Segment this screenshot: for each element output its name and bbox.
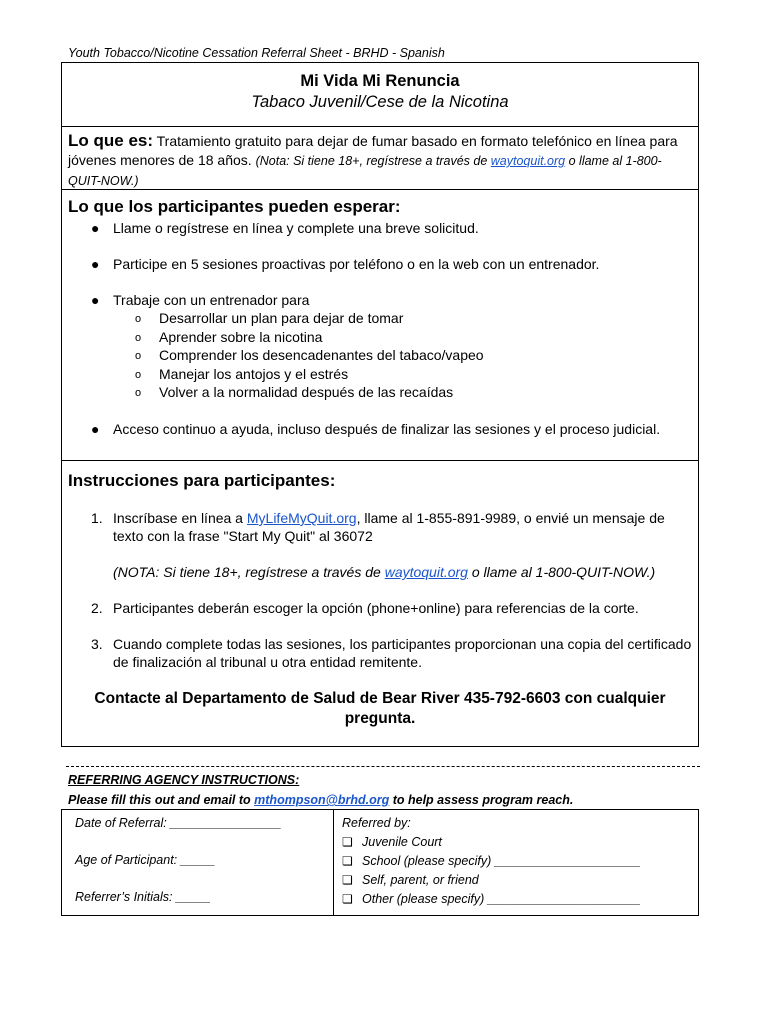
option-other[interactable] xyxy=(342,890,690,909)
note-suffix: o llame al 1-800-QUIT-NOW.) xyxy=(68,154,662,188)
option-label: Self, parent, or friend xyxy=(362,873,479,887)
referring-instructions xyxy=(68,770,573,810)
option-school[interactable] xyxy=(342,852,690,871)
email-link[interactable]: mthompson@brhd.org xyxy=(254,793,390,807)
coach-goal-text: Manejar los antojos y el estrés xyxy=(159,365,349,382)
option-label: Other (please specify) ______________________ xyxy=(362,892,641,906)
checkbox-icon[interactable]: ❏ xyxy=(342,892,353,906)
referring-suffix: to help assess program reach. xyxy=(389,793,574,807)
title-section xyxy=(62,63,698,127)
coach-goal-item: o Desarrollar un plan para dejar de tomar xyxy=(135,310,404,326)
program-subtitle: Tabaco Juvenil/Cese de la Nicotina xyxy=(251,93,509,111)
expect-item-text: Llame o regístrese en línea y complete una breve solicitud. xyxy=(113,220,479,236)
referring-line xyxy=(68,790,573,810)
option-label: Juvenile Court xyxy=(362,835,442,849)
instructions-list xyxy=(68,509,692,671)
waytoquit-link[interactable]: waytoquit.org xyxy=(384,564,468,580)
date-of-referral-field[interactable]: Date of Referral: ________________ xyxy=(75,816,282,830)
instructions-section xyxy=(62,461,698,746)
expect-item: ● Trabaje con un entrenador para o Desarrollar un plan para dejar de tomar o Aprender sobre la nicotina o Comprender los desencadenantes del tabaco/vapeo o Manejar los antojos y el estrés o Volver a la normalidad después de las recaídas xyxy=(68,291,692,402)
coach-goal-item: o Volver a la normalidad después de las recaídas xyxy=(135,384,454,400)
step-number: 3. xyxy=(91,636,103,652)
expect-item: ● Participe en 5 sesiones proactivas por teléfono o en la web con un entrenador. xyxy=(91,256,600,272)
step-text: Cuando complete todas las sesiones, los participantes proporcionan una copia del certificado de finalización al tribunal u otra entidad remitente. xyxy=(113,636,692,670)
instructions-heading: Instrucciones para participantes: xyxy=(68,471,336,490)
what-is-label: Lo que es: xyxy=(68,131,154,150)
program-title: Mi Vida Mi Renuncia xyxy=(300,72,460,90)
referring-heading: REFERRING AGENCY INSTRUCTIONS: xyxy=(68,773,300,787)
option-juvenile-court[interactable] xyxy=(342,833,690,852)
expect-item-text: Participe en 5 sesiones proactivas por teléfono o en la web con un entrenador. xyxy=(113,256,600,272)
expect-item: ● Acceso continuo a ayuda, incluso después de finalizar las sesiones y el proceso judicial. xyxy=(91,420,661,437)
instruction-step xyxy=(68,599,692,617)
coach-goal-text: Desarrollar un plan para dejar de tomar xyxy=(159,310,404,326)
coach-goal-item: o Aprender sobre la nicotina xyxy=(135,328,323,345)
step-text: Inscríbase en línea a xyxy=(113,510,247,526)
checkbox-icon[interactable]: ❏ xyxy=(342,835,353,849)
option-label: School (please specify) _____________________ xyxy=(362,854,641,868)
note-prefix: (NOTA: Si tiene 18+, regístrese a través de xyxy=(113,564,385,580)
referring-prefix: Please fill this out and email to xyxy=(68,793,255,807)
referral-form xyxy=(61,809,699,916)
checkbox-icon[interactable]: ❏ xyxy=(342,873,353,887)
expect-item: ● Llame o regístrese en línea y complete una breve solicitud. xyxy=(91,220,479,236)
cut-line-divider xyxy=(66,766,700,767)
coach-goals-list xyxy=(113,309,692,402)
note-prefix: (Nota: Si tiene 18+, regístrese a través de xyxy=(255,154,491,168)
mylifemyquit-link[interactable]: MyLifeMyQuit.org xyxy=(246,510,357,526)
what-is-text: Tratamiento gratuito para dejar de fumar basado en formato telefónico en línea para jóvenes menores de 18 años. xyxy=(68,133,678,168)
instruction-step xyxy=(68,509,692,581)
coach-goal-text: Comprender los desencadenantes del tabaco/vapeo xyxy=(159,347,484,363)
expect-item-text: Trabaje con un entrenador para xyxy=(113,292,310,308)
coach-goal-text: Aprender sobre la nicotina xyxy=(159,328,323,345)
age-field[interactable]: Age of Participant: _____ xyxy=(75,853,216,867)
initials-field[interactable]: Referrer’s Initials: _____ xyxy=(75,890,211,904)
document-header: Youth Tobacco/Nicotine Cessation Referral Sheet - BRHD - Spanish xyxy=(68,46,445,60)
instruction-step xyxy=(68,635,692,671)
step-number: 2. xyxy=(91,600,103,616)
option-self-parent-friend[interactable] xyxy=(342,871,690,890)
waytoquit-link[interactable]: waytoquit.org xyxy=(490,154,566,168)
expect-item-text: Acceso continuo a ayuda, incluso después de finalizar las sesiones y el proceso judicial. xyxy=(113,420,661,437)
expect-heading: Lo que los participantes pueden esperar: xyxy=(68,197,401,216)
coach-goal-item: o Manejar los antojos y el estrés xyxy=(135,365,349,382)
step-text: , llame al 1-855-891-9989, o envié un mensaje de texto con la frase "Start My Quit" al 36072 xyxy=(113,510,665,544)
instruction-note xyxy=(113,563,692,581)
referred-by-label: Referred by: xyxy=(342,816,411,830)
coach-goal-text: Volver a la normalidad después de las recaídas xyxy=(159,384,454,400)
contact-line: Contacte al Departamento de Salud de Bear River 435-792-6603 con cualquier pregunta. xyxy=(94,690,666,727)
form-right-column xyxy=(334,810,698,915)
step-number: 1. xyxy=(91,510,103,526)
form-left-column xyxy=(62,810,334,915)
info-box xyxy=(61,62,699,747)
what-is-section xyxy=(62,127,698,190)
step-text: Participantes deberán escoger la opción (phone+online) para referencias de la corte. xyxy=(113,600,639,616)
note-suffix: o llame al 1-800-QUIT-NOW.) xyxy=(467,564,656,580)
coach-goal-item: o Comprender los desencadenantes del tabaco/vapeo xyxy=(135,347,484,363)
expect-section xyxy=(62,190,698,461)
expect-list xyxy=(68,219,692,438)
checkbox-icon[interactable]: ❏ xyxy=(342,854,353,868)
